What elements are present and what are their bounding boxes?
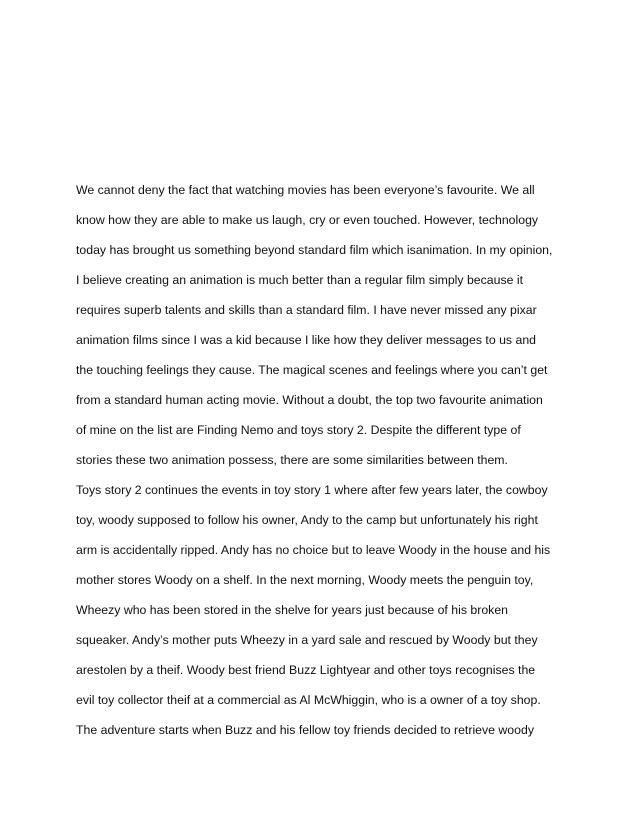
paragraph-2-line-2: toy, woody supposed to follow his owner, Andy to the camp but unfortunately his right bbox=[76, 513, 538, 527]
paragraph-1-line-5: requires superb talents and skills than a standard film. I have never missed any pixar bbox=[76, 303, 537, 317]
paragraph-1-line-10: stories these two animation possess, there are some similarities between them. bbox=[76, 453, 508, 467]
paragraph-1-line-7: the touching feelings they cause. The magical scenes and feelings where you can’t get bbox=[76, 363, 548, 377]
paragraph-1-line-9: of mine on the list are Finding Nemo and toys story 2. Despite the different type of bbox=[76, 423, 521, 437]
paragraph-2-line-8: evil toy collector theif at a commercial as Al McWhiggin, who is a owner of a toy shop. bbox=[76, 693, 541, 707]
paragraph-2-line-5: Wheezy who has been stored in the shelve for years just because of his broken bbox=[76, 603, 509, 617]
paragraph-1-line-2: know how they are able to make us laugh, cry or even touched. However, technology bbox=[76, 213, 539, 227]
paragraph-2-line-1: Toys story 2 continues the events in toy story 1 where after few years later, the cowboy bbox=[76, 483, 548, 497]
paragraph-2-line-7: arestolen by a theif. Woody best friend Buzz Lightyear and other toys recognises the bbox=[76, 663, 536, 677]
paragraph-1-line-6: animation films since I was a kid because I like how they deliver messages to us and bbox=[76, 333, 536, 347]
paragraph-1-line-1: We cannot deny the fact that watching movies has been everyone’s favourite. We all bbox=[76, 183, 535, 197]
paragraph-2-line-9: The adventure starts when Buzz and his fellow toy friends decided to retrieve woody bbox=[76, 723, 534, 737]
paragraph-2-line-4: mother stores Woody on a shelf. In the next morning, Woody meets the penguin toy, bbox=[76, 573, 534, 587]
paragraph-1-line-8: from a standard human acting movie. Without a doubt, the top two favourite animation bbox=[76, 393, 543, 407]
paragraph-2-line-6: squeaker. Andy’s mother puts Wheezy in a yard sale and rescued by Woody but they bbox=[76, 633, 538, 647]
paragraph-1-line-4: I believe creating an animation is much better than a regular film simply because it bbox=[76, 273, 524, 287]
paragraph-2-line-3: arm is accidentally ripped. Andy has no choice but to leave Woody in the house and his bbox=[76, 543, 551, 557]
paragraph-1-line-3: today has brought us something beyond standard film which isanimation. In my opinion, bbox=[76, 243, 553, 257]
